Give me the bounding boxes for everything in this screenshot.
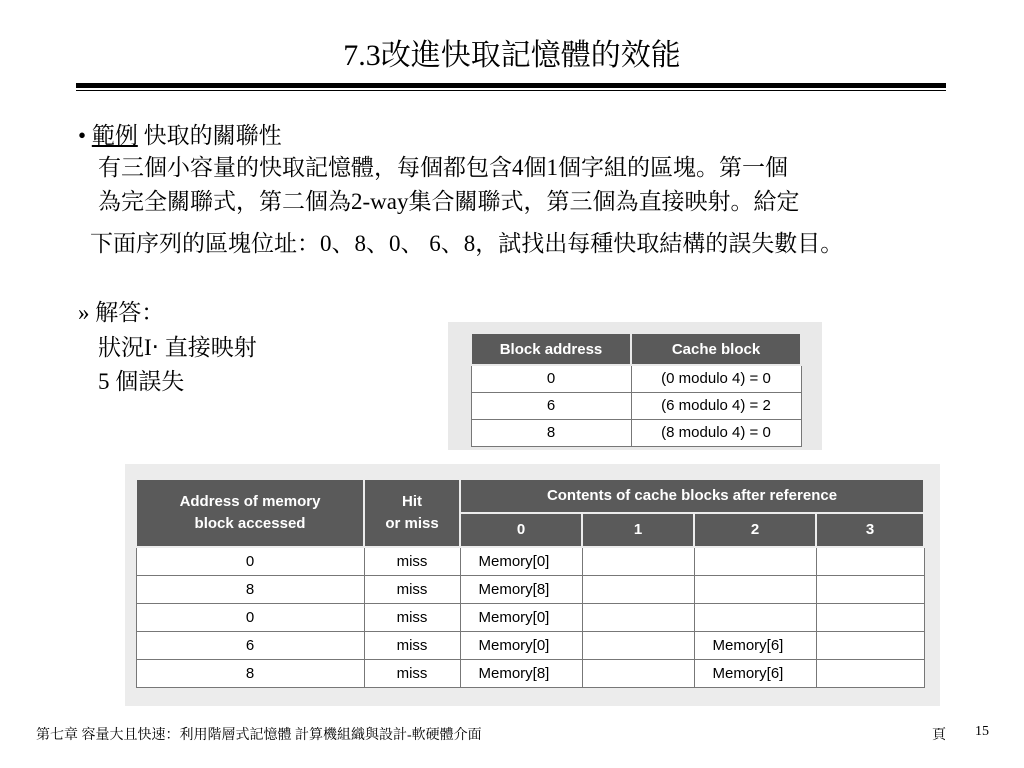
mapping-cell: (6 modulo 4) = 2 [631, 392, 801, 419]
table-row [136, 603, 924, 631]
footer-chapter: 第七章 容量大且快速：利用階層式記憶體 計算機組織與設計-軟硬體介面 [36, 728, 482, 743]
block-1-cell [582, 575, 694, 603]
block-3-cell [816, 631, 924, 659]
mapping-header-cache-block: Cache block [631, 333, 801, 365]
case-label: 狀況I‧ 直接映射 [98, 335, 257, 360]
header-address-line2: block accessed [194, 515, 306, 532]
footer-page-number: 15 [975, 724, 989, 739]
slide-title: 7.3改進快取記憶體的效能 [343, 39, 681, 72]
example-heading [78, 121, 282, 151]
block-0-cell: Memory[8] [460, 575, 582, 603]
header-address-line1: Address of memory [179, 493, 321, 510]
block-0-cell: Memory[0] [460, 603, 582, 631]
result-cell: miss [364, 603, 460, 631]
answer-heading: » 解答： [78, 300, 165, 325]
block-0-cell: Memory[0] [460, 631, 582, 659]
title-divider-thin [76, 90, 946, 91]
access-table [135, 478, 925, 688]
block-2-cell [694, 575, 816, 603]
block-1-cell [582, 603, 694, 631]
block-2-cell [694, 547, 816, 575]
block-3-cell [816, 575, 924, 603]
result-cell: miss [364, 547, 460, 575]
header-block-1: 1 [582, 513, 694, 547]
block-3-cell [816, 547, 924, 575]
example-topic: 快取的關聯性 [137, 123, 282, 148]
table-row [136, 547, 924, 575]
title-divider [76, 83, 946, 88]
block-2-cell [694, 603, 816, 631]
block-0-cell: Memory[8] [460, 659, 582, 687]
mapping-cell: (0 modulo 4) = 0 [631, 365, 801, 392]
header-block-0: 0 [460, 513, 582, 547]
miss-count: 5 個誤失 [98, 369, 185, 394]
table-row [136, 659, 924, 687]
mapping-table [470, 332, 802, 447]
example-label: 範例 [91, 123, 138, 148]
header-address [136, 479, 364, 547]
mapping-header-block-address: Block address [471, 333, 631, 365]
address-cell: 0 [136, 547, 364, 575]
header-block-3: 3 [816, 513, 924, 547]
mapping-cell: 0 [471, 365, 631, 392]
table-row [136, 575, 924, 603]
problem-line-1: 有三個小容量的快取記憶體，每個都包含4個1個字組的區塊。第一個 [98, 155, 788, 180]
mapping-cell: 8 [471, 419, 631, 446]
block-2-cell: Memory[6] [694, 631, 816, 659]
block-1-cell [582, 659, 694, 687]
block-3-cell [816, 603, 924, 631]
address-cell: 8 [136, 575, 364, 603]
address-cell: 8 [136, 659, 364, 687]
result-cell: miss [364, 631, 460, 659]
header-hit-line1: Hit [402, 493, 422, 510]
result-cell: miss [364, 575, 460, 603]
header-block-2: 2 [694, 513, 816, 547]
mapping-cell: (8 modulo 4) = 0 [631, 419, 801, 446]
block-2-cell: Memory[6] [694, 659, 816, 687]
mapping-cell: 6 [471, 392, 631, 419]
problem-line-2: 為完全關聯式，第二個為2-way集合關聯式，第三個為直接映射。給定 [98, 189, 800, 214]
block-0-cell: Memory[0] [460, 547, 582, 575]
table-row [136, 631, 924, 659]
block-1-cell [582, 547, 694, 575]
table-row [471, 392, 801, 419]
header-hit-line2: or miss [385, 515, 439, 532]
table-row [471, 365, 801, 392]
result-cell: miss [364, 659, 460, 687]
address-cell: 6 [136, 631, 364, 659]
header-hit [364, 479, 460, 547]
block-3-cell [816, 659, 924, 687]
header-contents: Contents of cache blocks after reference [460, 479, 924, 513]
bullet: • [78, 123, 92, 148]
block-1-cell [582, 631, 694, 659]
problem-line-3: 下面序列的區塊位址：0、8、0、 6、8，試找出每種快取結構的誤失數目。 [90, 231, 844, 256]
table-row [471, 419, 801, 446]
footer-page-label: 頁 [932, 728, 946, 743]
address-cell: 0 [136, 603, 364, 631]
